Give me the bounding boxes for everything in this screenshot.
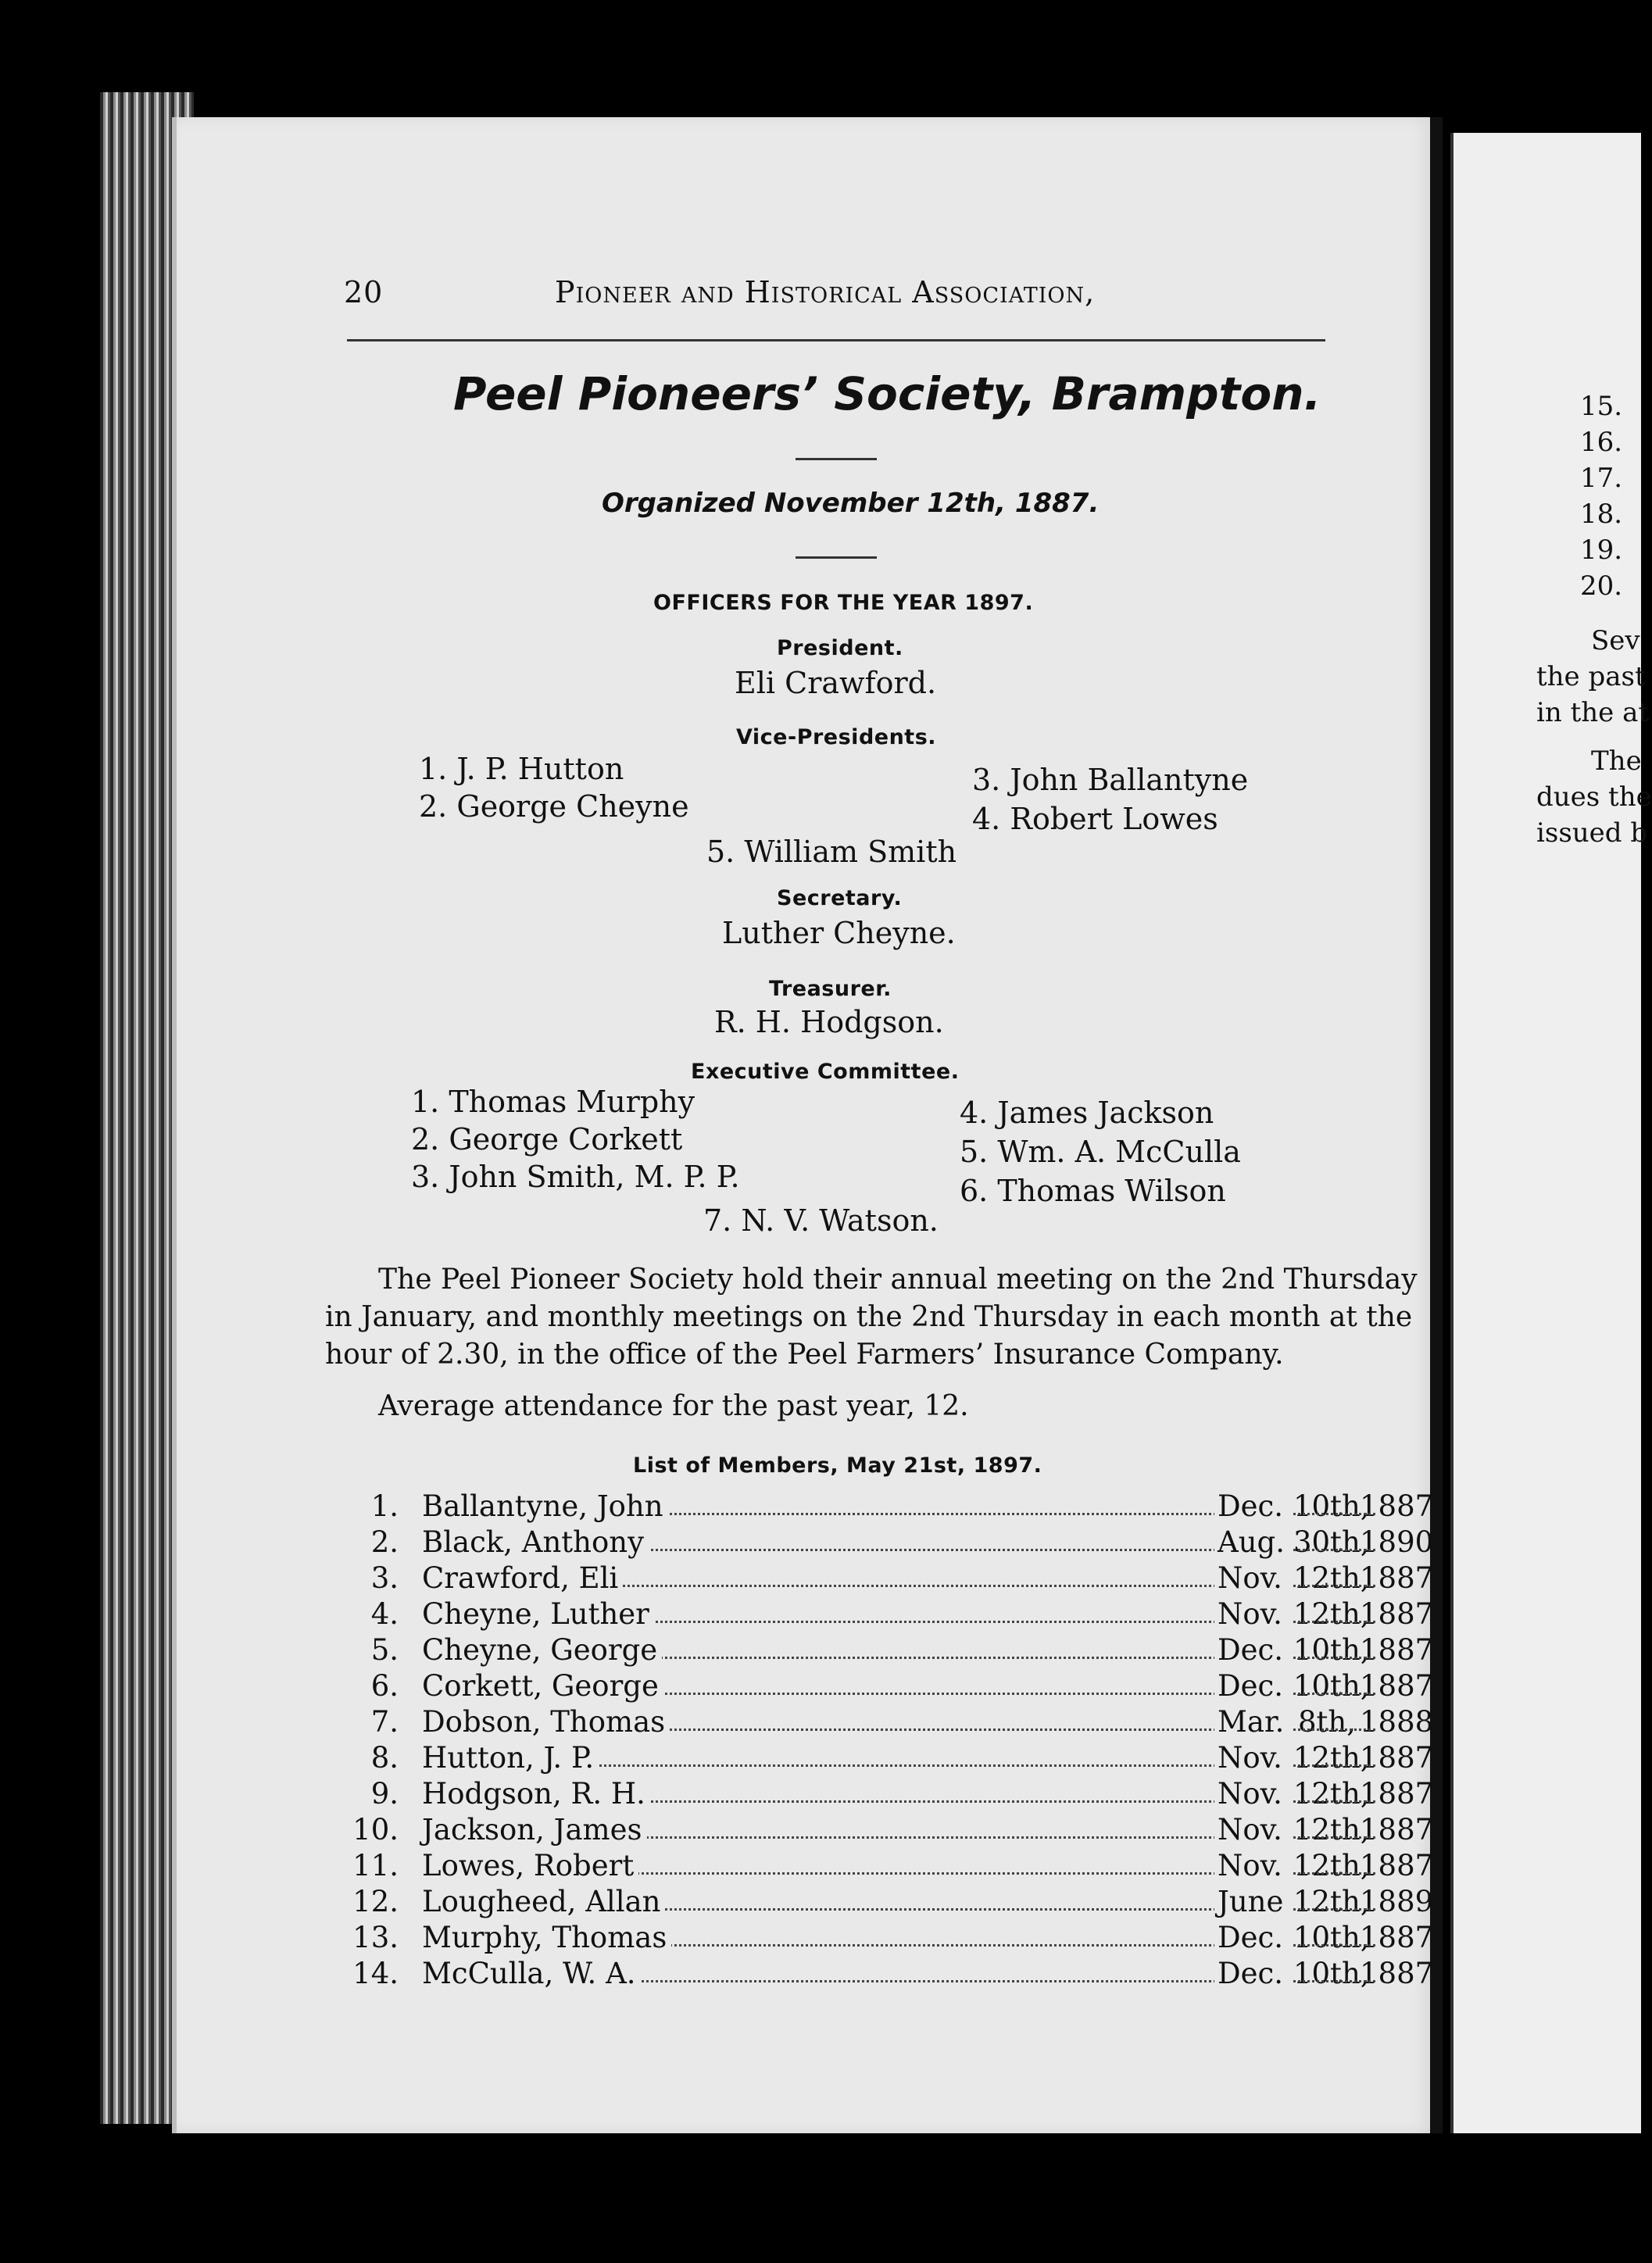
member-day: 12th,	[1293, 1777, 1370, 1811]
member-name: Lougheed, Allan	[422, 1885, 665, 1918]
member-number: 11.	[352, 1849, 399, 1882]
facing-page-number: 20.	[1580, 570, 1623, 602]
committee-item: 5. Wm. A. McCulla	[960, 1135, 1241, 1169]
committee-item: 3. John Smith, M. P. P.	[411, 1160, 740, 1194]
member-day: 10th,	[1293, 1669, 1370, 1703]
meeting-line: The Peel Pioneer Society hold their annual meeting on the 2nd Thursday	[378, 1264, 1418, 1296]
member-day: 12th,	[1293, 1741, 1370, 1775]
attendance: Average attendance for the past year, 12.	[378, 1390, 969, 1422]
facing-page-number: 17.	[1580, 463, 1623, 494]
member-name: Black, Anthony	[422, 1525, 649, 1559]
member-day: 30th,	[1293, 1525, 1370, 1559]
short-rule	[796, 556, 877, 559]
member-number: 3.	[370, 1561, 399, 1595]
member-year: 1890.	[1360, 1525, 1443, 1559]
member-row	[352, 1885, 1524, 1921]
member-name: Ballantyne, John	[422, 1489, 668, 1523]
member-month: Dec.	[1214, 1489, 1292, 1523]
member-year: 1887.	[1360, 1741, 1443, 1775]
member-year: 1887.	[1360, 1813, 1443, 1847]
member-number: 12.	[352, 1885, 399, 1918]
vice-president-item: 5. William Smith	[706, 835, 957, 869]
committee-item: 7. N. V. Watson.	[703, 1203, 939, 1238]
treasurer-name: R. H. Hodgson.	[714, 1005, 944, 1039]
member-number: 7.	[370, 1705, 399, 1739]
officers-heading: OFFICERS FOR THE YEAR 1897.	[653, 591, 1034, 615]
member-year: 1887.	[1360, 1669, 1443, 1703]
member-day: 10th,	[1293, 1633, 1370, 1667]
member-number: 2.	[370, 1525, 399, 1559]
member-row	[352, 1849, 1524, 1885]
member-row	[352, 1705, 1524, 1741]
header-rule	[347, 339, 1325, 341]
facing-page-line: Sev	[1591, 625, 1640, 656]
committee-item: 6. Thomas Wilson	[960, 1174, 1226, 1208]
page-title: Peel Pioneers’ Society, Brampton.	[453, 367, 1321, 420]
member-row	[352, 1777, 1524, 1813]
president-label: President.	[777, 636, 903, 660]
vice-president-item: 2. George Cheyne	[419, 789, 689, 824]
member-number: 9.	[370, 1777, 399, 1811]
meeting-line: in January, and monthly meetings on the 2nd Thursday in each month at the	[325, 1301, 1413, 1333]
member-month: Dec.	[1214, 1669, 1292, 1703]
member-day: 12th,	[1293, 1813, 1370, 1847]
member-name: Lowes, Robert	[422, 1849, 638, 1882]
member-name: Hodgson, R. H.	[422, 1777, 650, 1811]
meeting-line: hour of 2.30, in the office of the Peel Farmers’ Insurance Company.	[325, 1339, 1284, 1371]
member-name: Cheyne, George	[422, 1633, 662, 1667]
member-month: Dec.	[1214, 1633, 1292, 1667]
organized-date: Organized November 12th, 1887.	[602, 488, 1100, 519]
member-name: Jackson, James	[422, 1813, 647, 1847]
secretary-label: Secretary.	[777, 886, 903, 910]
member-month: Nov.	[1214, 1849, 1292, 1882]
member-day: 12th,	[1293, 1849, 1370, 1882]
facing-page-line: the past	[1536, 661, 1646, 692]
member-year: 1887.	[1360, 1849, 1443, 1882]
member-number: 6.	[370, 1669, 399, 1703]
member-month: Aug.	[1214, 1525, 1292, 1559]
short-rule	[796, 458, 877, 460]
member-name: Dobson, Thomas	[422, 1705, 670, 1739]
member-name: Murphy, Thomas	[422, 1921, 671, 1954]
member-row	[352, 1813, 1524, 1849]
member-row	[352, 1957, 1524, 1993]
member-month: June	[1214, 1885, 1292, 1918]
members-list	[352, 1489, 1443, 2005]
member-year: 1887.	[1360, 1957, 1443, 1990]
member-day: 12th,	[1293, 1597, 1370, 1631]
member-day: 10th,	[1293, 1921, 1370, 1954]
member-month: Nov.	[1214, 1561, 1292, 1595]
member-number: 10.	[352, 1813, 399, 1847]
facing-page-number: 15.	[1580, 391, 1623, 422]
member-year: 1887.	[1360, 1489, 1443, 1523]
treasurer-label: Treasurer.	[769, 977, 892, 1001]
vice-president-item: 4. Robert Lowes	[972, 802, 1218, 836]
member-name: Crawford, Eli	[422, 1561, 623, 1595]
member-row	[352, 1489, 1524, 1525]
president-name: Eli Crawford.	[735, 666, 937, 700]
page-number: 20	[344, 275, 384, 309]
facing-page-line: issued b	[1536, 817, 1648, 849]
member-name: McCulla, W. A.	[422, 1957, 641, 1990]
member-row	[352, 1633, 1524, 1669]
member-month: Dec.	[1214, 1957, 1292, 1990]
member-number: 1.	[370, 1489, 399, 1523]
member-year: 1887.	[1360, 1633, 1443, 1667]
member-day: 10th,	[1293, 1957, 1370, 1990]
member-month: Dec.	[1214, 1921, 1292, 1954]
member-year: 1887.	[1360, 1561, 1443, 1595]
facing-page-line: dues the	[1536, 781, 1652, 813]
member-number: 4.	[370, 1597, 399, 1631]
member-day: 12th,	[1293, 1885, 1370, 1918]
member-year: 1887.	[1360, 1921, 1443, 1954]
member-day: 10th,	[1293, 1489, 1370, 1523]
committee-item: 4. James Jackson	[960, 1096, 1214, 1130]
member-month: Mar.	[1214, 1705, 1292, 1739]
facing-page-number: 16.	[1580, 427, 1623, 458]
facing-page-number: 19.	[1580, 534, 1623, 566]
running-head: Pioneer and Historical Association,	[555, 275, 1096, 309]
secretary-name: Luther Cheyne.	[722, 916, 956, 950]
member-row	[352, 1921, 1524, 1957]
member-number: 8.	[370, 1741, 399, 1775]
member-name: Hutton, J. P.	[422, 1741, 599, 1775]
facing-page-number: 18.	[1580, 499, 1623, 530]
vice-president-item: 1. J. P. Hutton	[419, 752, 624, 786]
member-row	[352, 1597, 1524, 1633]
member-month: Nov.	[1214, 1777, 1292, 1811]
members-heading: List of Members, May 21st, 1897.	[633, 1453, 1042, 1478]
member-year: 1887.	[1360, 1597, 1443, 1631]
member-day: 8th,	[1298, 1705, 1356, 1739]
member-month: Nov.	[1214, 1741, 1292, 1775]
vice-presidents-label: Vice-Presidents.	[736, 725, 937, 749]
committee-item: 1. Thomas Murphy	[411, 1085, 695, 1119]
vice-president-item: 3. John Ballantyne	[972, 763, 1249, 797]
member-row	[352, 1669, 1524, 1705]
member-row	[352, 1525, 1524, 1561]
member-number: 13.	[352, 1921, 399, 1954]
member-number: 5.	[370, 1633, 399, 1667]
committee-item: 2. George Corkett	[411, 1122, 683, 1157]
member-month: Nov.	[1214, 1813, 1292, 1847]
member-day: 12th,	[1293, 1561, 1370, 1595]
member-name: Corkett, George	[422, 1669, 663, 1703]
member-year: 1887.	[1360, 1777, 1443, 1811]
member-month: Nov.	[1214, 1597, 1292, 1631]
member-row	[352, 1741, 1524, 1777]
member-year: 1888.	[1360, 1705, 1443, 1739]
member-row	[352, 1561, 1524, 1597]
member-year: 1889.	[1360, 1885, 1443, 1918]
member-name: Cheyne, Luther	[422, 1597, 654, 1631]
executive-committee-label: Executive Committee.	[691, 1060, 960, 1084]
facing-page-line: in the at	[1536, 697, 1650, 728]
member-number: 14.	[352, 1957, 399, 1990]
facing-page-line: The	[1591, 745, 1642, 777]
